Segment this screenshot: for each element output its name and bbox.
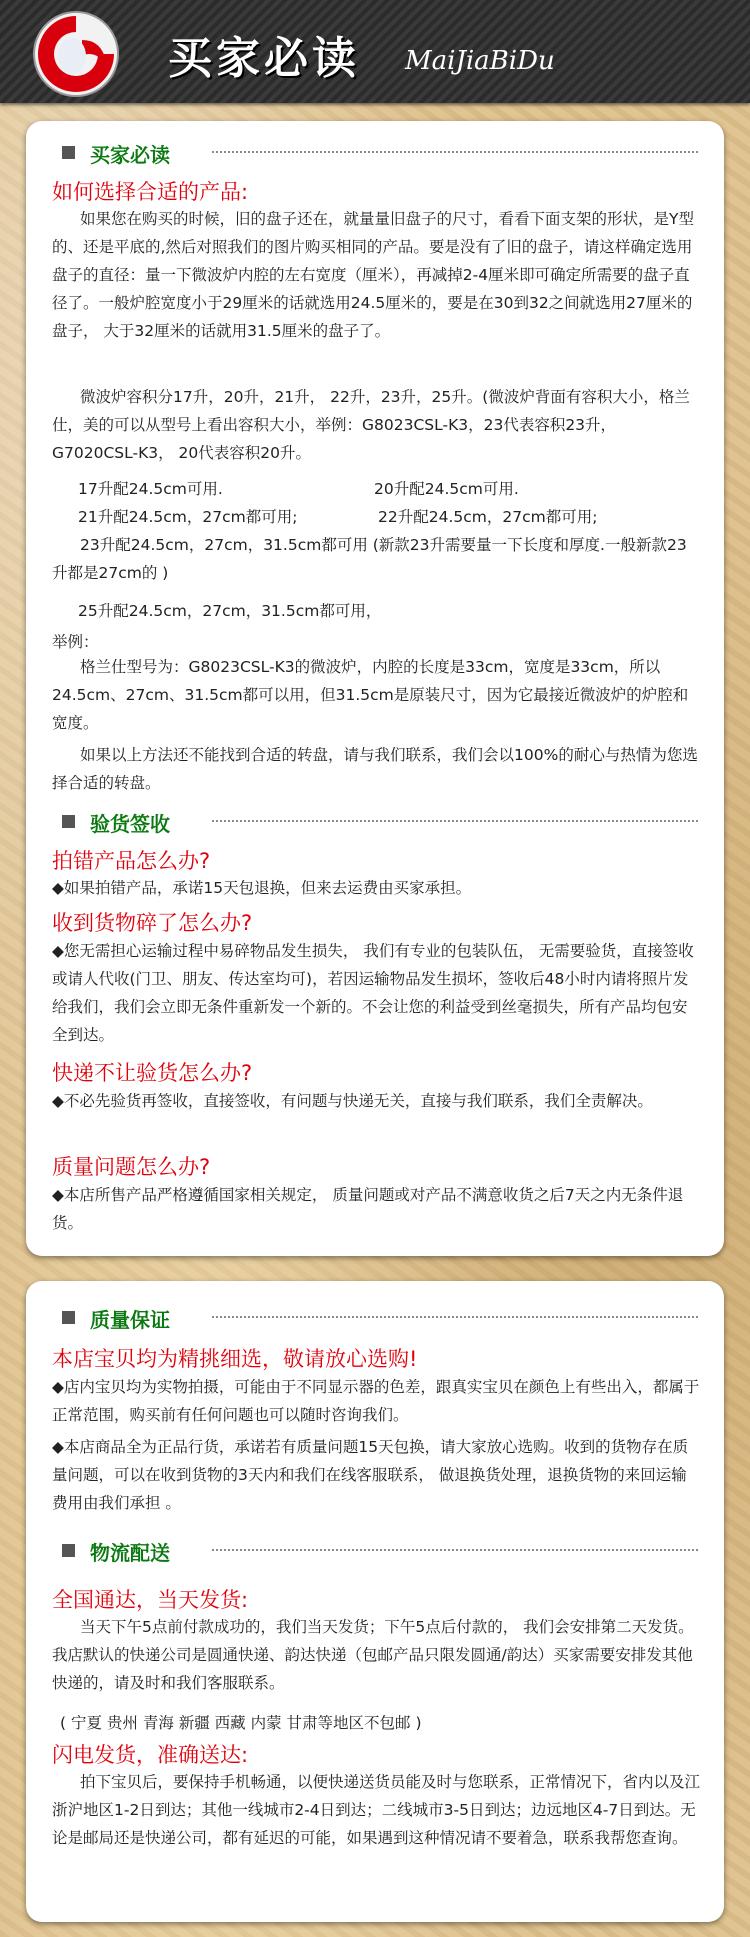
example-label: 举例：: [52, 633, 99, 651]
section-bullet-icon: [62, 815, 75, 828]
section-header-logistics: [52, 1536, 698, 1566]
dotted-divider: [212, 151, 698, 153]
section-title: 验货签收: [90, 812, 170, 836]
section-header-quality: [52, 1303, 698, 1333]
section-bullet-icon: [62, 146, 75, 159]
spec-23: 23升配24.5cm，27cm，31.5cm都可用 (新款23升需要量一下长度和厚度.一般新款23升都是27cm的 ): [52, 536, 687, 582]
answer-text: ◆不必先验货再签收，直接签收，有问题与快递无关，直接与我们联系，我们全责解决。: [52, 1092, 653, 1110]
spec-21: 21升配24.5cm，27cm都可用;: [78, 508, 298, 526]
question-heading: 拍错产品怎么办?: [52, 849, 211, 873]
section-bullet-icon: [62, 1311, 75, 1324]
logistics-exclusion-note: ( 宁夏 贵州 青海 新疆 西藏 内蒙 甘肃等地区不包邮 ): [60, 1714, 422, 1732]
page-header: [0, 0, 750, 103]
question-heading: 收到货物碎了怎么办?: [52, 911, 253, 935]
question-heading: 质量问题怎么办?: [52, 1155, 211, 1179]
section-bullet-icon: [62, 1544, 75, 1557]
quality-paragraph-2: ◆本店商品全为正品行货，承诺若有质量问题15天包换，请大家放心选购。收到的货物存在质量问题，可以在收到货物的3天内和我们在线客服联系， 做退换货处理，退换货物的来回运输费用由我们承担 。: [52, 1438, 689, 1512]
example-text: 格兰仕型号为：G8023CSL-K3的微波炉，内腔的长度是33cm，宽度是33cm，所以24.5cm、27cm、31.5cm都可以用，但31.5cm是原装尺寸，因为它最接近微波炉的炉腔和宽度。: [52, 658, 689, 732]
dotted-divider: [212, 1316, 698, 1318]
info-panel-2: [26, 1281, 724, 1922]
quality-paragraph-1: ◆店内宝贝均为实物拍摄，可能由于不同显示器的色差，跟真实宝贝在颜色上有些出入，都属于正常范围，购买前有任何问题也可以随时咨询我们。: [52, 1378, 700, 1424]
dotted-divider: [212, 1549, 698, 1551]
answer-text: ◆如果拍错产品，承诺15天包退换，但来去运费由买家承担。: [52, 879, 472, 897]
header-title: 买家必读: [168, 33, 360, 84]
spec-20: 20升配24.5cm可用.: [374, 480, 519, 498]
section-header-inspection: [52, 807, 698, 837]
guide-paragraph-2: 微波炉容积分17升，20升，21升， 22升，23升，25升。(微波炉背面有容积大小，格兰仕，美的可以从型号上看出容积大小，举例：G8023CSL-K3，23代表容积23升，G7020CSL-K3， 20代表容积20升。: [52, 388, 690, 462]
section-title: 物流配送: [90, 1541, 170, 1565]
spec-25: 25升配24.5cm，27cm，31.5cm都可用，: [78, 602, 382, 620]
logistics-heading-2: 闪电发货，准确送达:: [52, 1743, 249, 1767]
section-heading: 本店宝贝均为精挑细选，敬请放心选购!: [52, 1347, 418, 1371]
dotted-divider: [212, 820, 698, 822]
spec-17: 17升配24.5cm可用.: [78, 480, 223, 498]
answer-text: ◆您无需担心运输过程中易碎物品发生损失， 我们有专业的包装队伍， 无需要验货，直接签收或请人代收(门卫、朋友、传达室均可)，若因运输物品发生损坏，签收后48小时内请将照片发给我们，我们会立即无条件重新发一个新的。不会让您的利益受到丝毫损失，所有产品均包安全到达。: [52, 942, 694, 1044]
guide-paragraph-3: 如果以上方法还不能找到合适的转盘，请与我们联系，我们会以100%的耐心与热情为您选择合适的转盘。: [52, 746, 698, 792]
brand-logo-icon: [32, 10, 120, 98]
question-heading: 快递不让验货怎么办?: [52, 1061, 253, 1085]
logistics-heading-1: 全国通达，当天发货:: [52, 1588, 249, 1612]
guide-paragraph-1: 如果您在购买的时候，旧的盘子还在，就量量旧盘子的尺寸，看看下面支架的形状，是Y型的、还是平底的,然后对照我们的图片购买相同的产品。要是没有了旧的盘子，请这样确定选用盘子的直径：量一下微波炉内腔的左右宽度（厘米），再减掉2-4厘米即可确定所需要的盘子直径了。一般炉腔宽度小于29厘米的话就选用24.5厘米的，要是在30到32之间就选用27厘米的盘子， 大于32厘米的话就用31.5厘米的盘子了。: [52, 210, 694, 340]
spec-22: 22升配24.5cm，27cm都可用;: [378, 508, 598, 526]
section-title: 买家必读: [90, 143, 170, 167]
logistics-paragraph-2: 拍下宝贝后，要保持手机畅通，以便快递送货员能及时与您联系，正常情况下，省内以及江浙沪地区1-2日到达；其他一线城市2-4日到达；二线城市3-5日到达；边远地区4-7日到达。无论是邮局还是快递公司，都有延迟的可能，如果遇到这种情况请不要着急，联系我帮您查询。: [52, 1773, 701, 1847]
header-subtitle: MaiJiaBiDu: [405, 46, 555, 76]
info-panel-1: [26, 121, 724, 1256]
answer-text: ◆本店所售产品严格遵循国家相关规定， 质量问题或对产品不满意收货之后7天之内无条件退货。: [52, 1186, 684, 1232]
section-header-buyer-guide: [52, 138, 698, 168]
section-heading: 如何选择合适的产品:: [52, 180, 249, 204]
logistics-paragraph-1: 当天下午5点前付款成功的，我们当天发货；下午5点后付款的， 我们会安排第二天发货。 我店默认的快递公司是圆通快递、韵达快递（包邮产品只限发圆通/韵达）买家需要安排发其他快递的，请及时和我们客服联系。: [52, 1618, 694, 1692]
section-title: 质量保证: [90, 1308, 170, 1332]
